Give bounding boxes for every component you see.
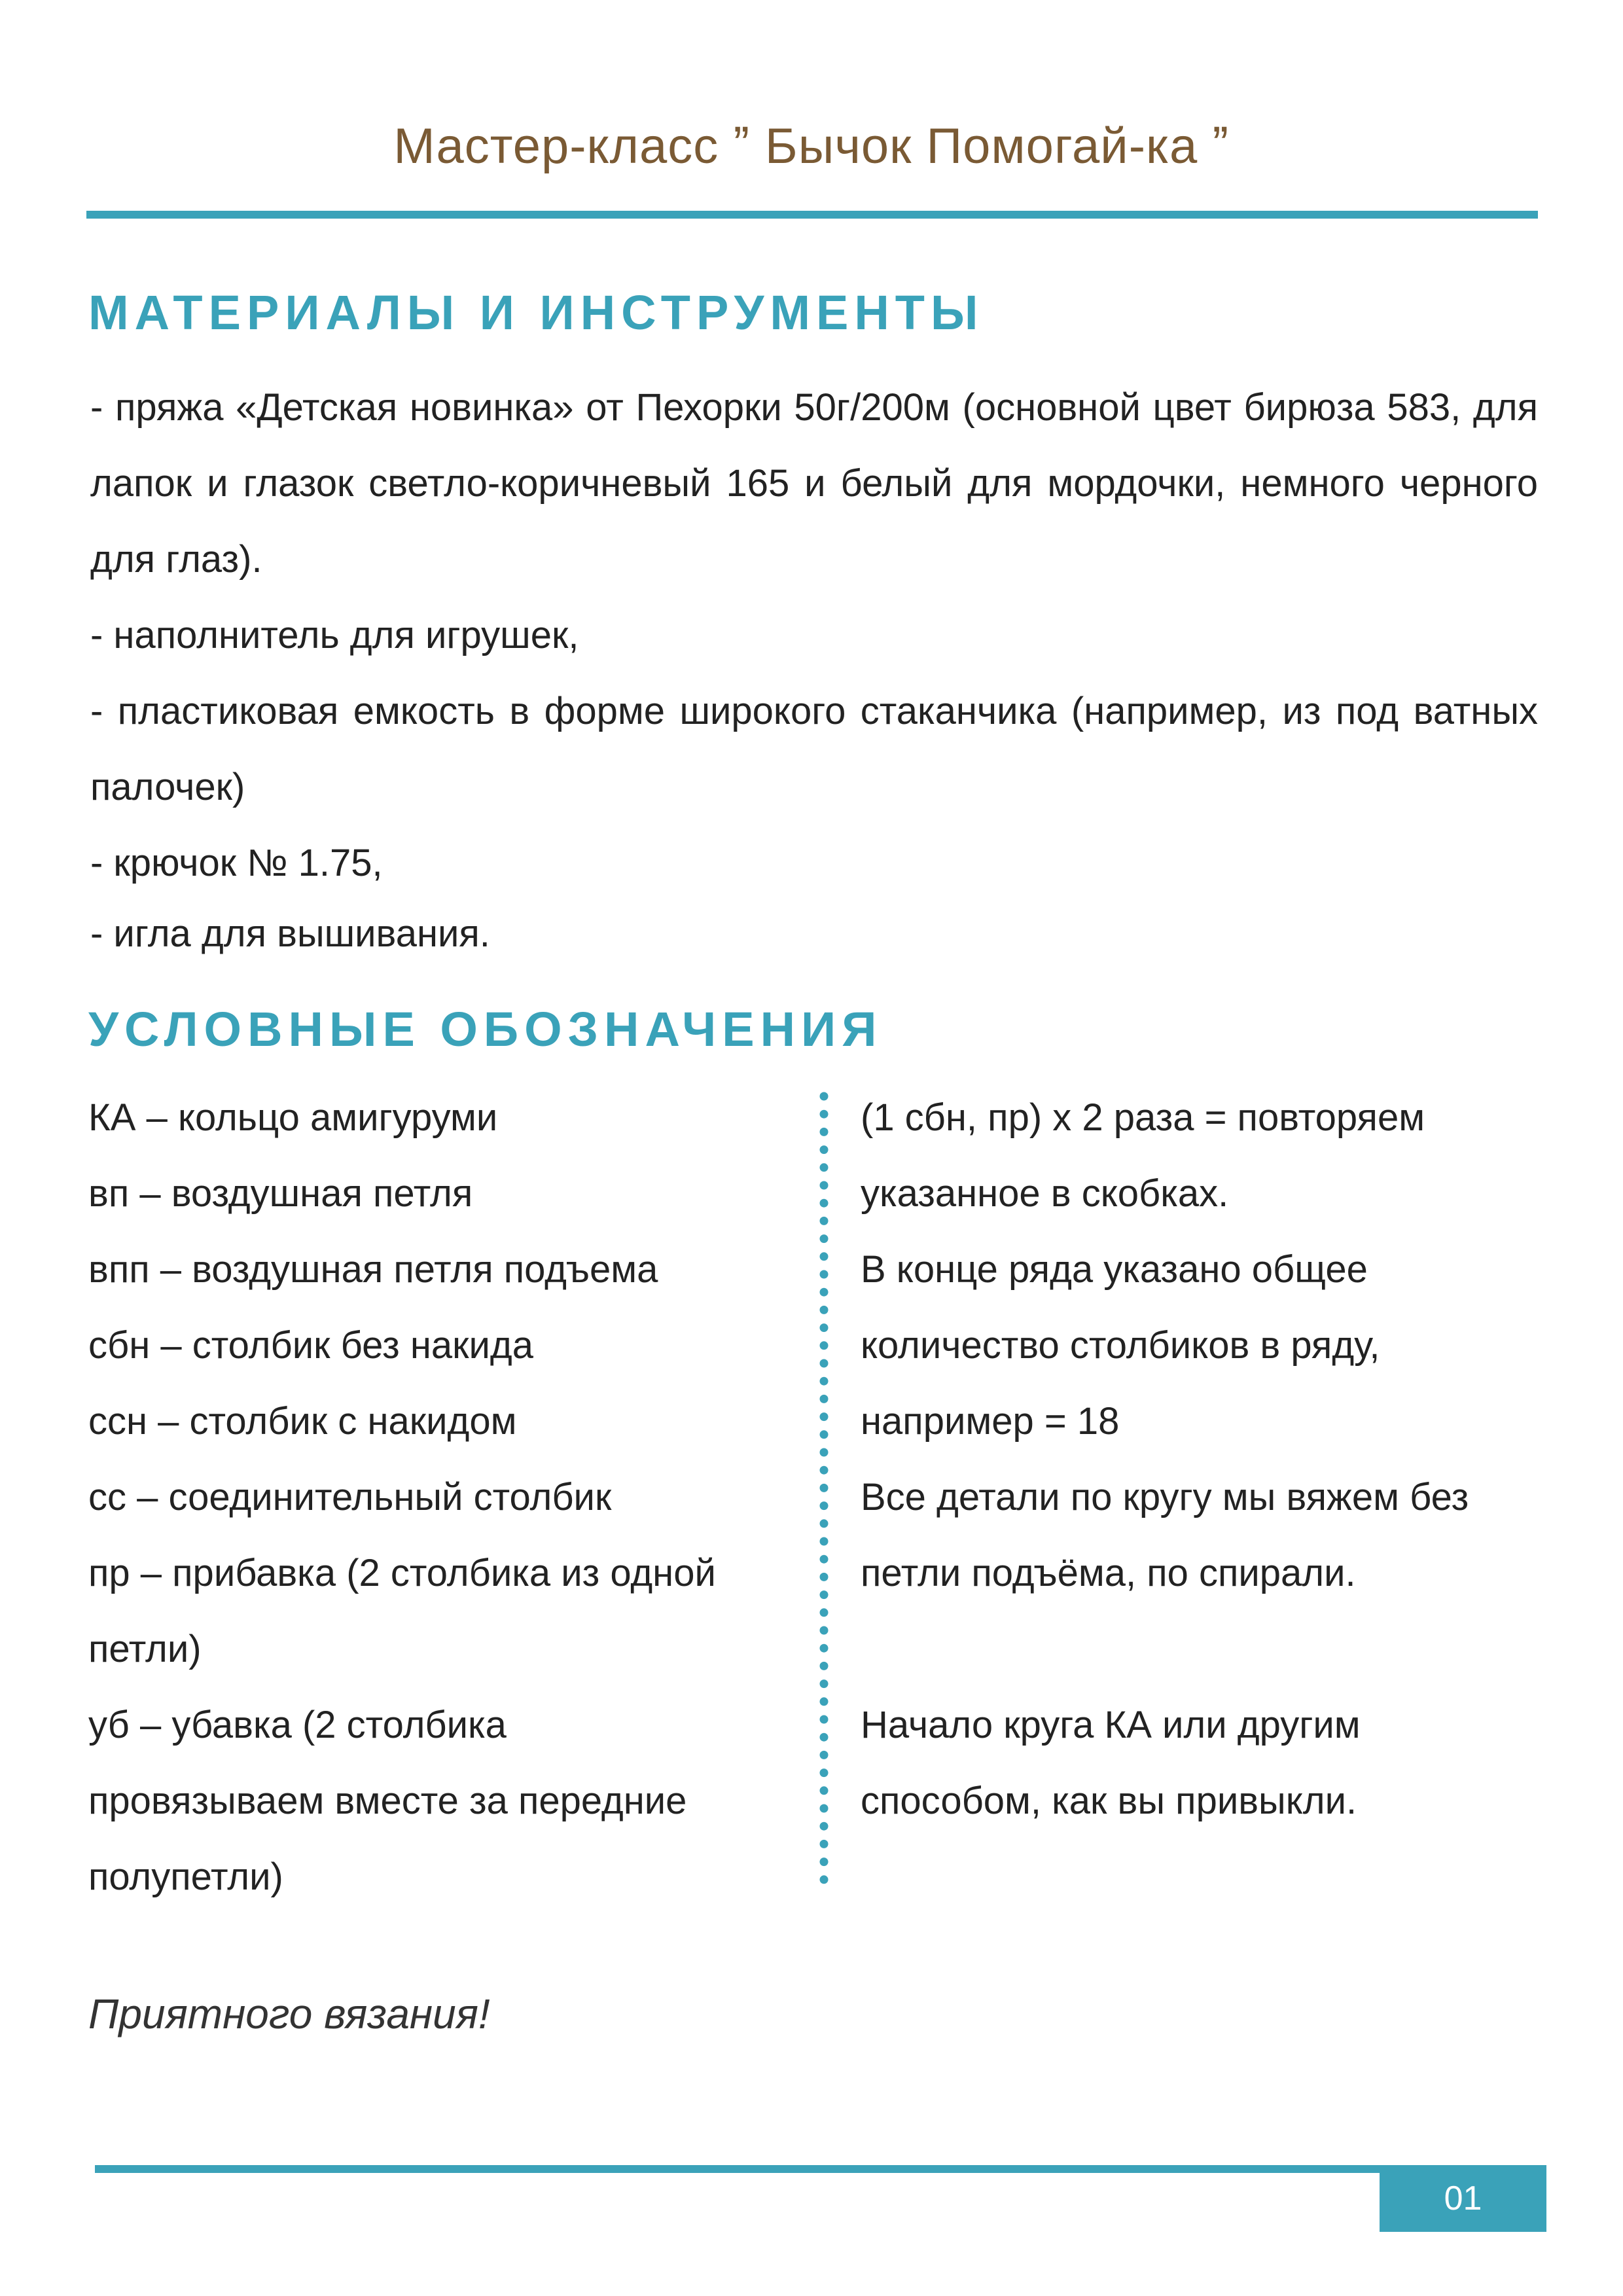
legend-heading: УСЛОВНЫЕ ОБОЗНАЧЕНИЯ [88,1002,883,1056]
legend-line: вп – воздушная петля [88,1172,473,1215]
legend-right-column [861,1080,1548,1839]
materials-item-yarn: - пряжа «Детская новинка» от Пехорки 50г/200м (основной цвет бирюза 583, для лапок и глазок светло-коричневый 165 и белый для мордочки, немного черного для глаз). [90,386,1538,581]
legend-line-blank [861,1611,1548,1687]
legend-line: петли подъёма, по спирали. [861,1552,1356,1594]
footer-rule [95,2165,1546,2173]
legend-line: впп – воздушная петля подъема [88,1248,658,1291]
legend-line: (1 сбн, пр) х 2 раза = повторяем [861,1096,1425,1139]
header-rule [86,211,1538,219]
legend-line: полупетли) [88,1856,283,1898]
legend-line: петли) [88,1628,202,1670]
materials-item-needle: - игла для вышивания. [90,912,490,955]
page-number: 01 [1380,2165,1546,2232]
legend-line: способом, как вы привыкли. [861,1780,1357,1822]
legend-line: уб – убавка (2 столбика [88,1704,507,1746]
legend-line: указанное в скобках. [861,1172,1229,1215]
legend-line: провязываем вместе за передние [88,1780,687,1822]
dotted-divider [819,1092,829,1885]
legend-line: пр – прибавка (2 столбика из одной [88,1552,716,1594]
legend-left-column [88,1080,776,1915]
legend-line: В конце ряда указано общее [861,1248,1368,1291]
legend-line: например = 18 [861,1400,1120,1443]
closing-greeting: Приятного вязания! [88,1990,490,2037]
legend-line: количество столбиков в ряду, [861,1324,1380,1367]
legend-line: сбн – столбик без накида [88,1324,533,1367]
legend-line: Начало круга КА или другим [861,1704,1361,1746]
legend-line: Все детали по кругу мы вяжем без [861,1476,1469,1518]
materials-heading: МАТЕРИАЛЫ И ИНСТРУМЕНТЫ [88,285,984,340]
page-title: Мастер-класс ˮ Бычок Помогай-ка ˮ [393,118,1230,174]
materials-item-hook: - крючок № 1.75, [90,842,383,884]
legend-line: ссн – столбик с накидом [88,1400,517,1443]
materials-item-stuffing: - наполнитель для игрушек, [90,614,579,656]
legend-line: КА – кольцо амигуруми [88,1096,498,1139]
materials-item-container: - пластиковая емкость в форме широкого стаканчика (например, из под ватных палочек) [90,690,1538,808]
materials-list [90,370,1538,967]
legend-line: сс – соединительный столбик [88,1476,612,1518]
